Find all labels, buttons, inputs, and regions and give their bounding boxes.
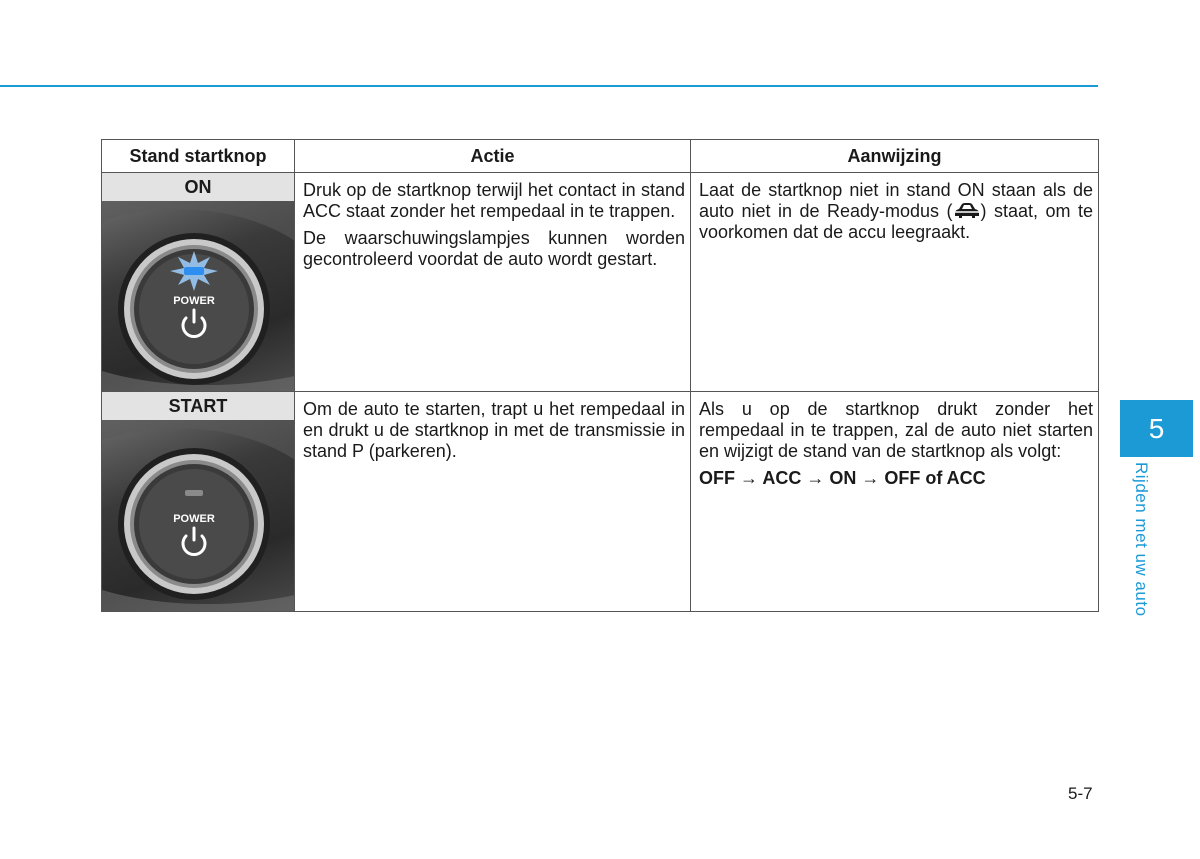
note-text-part: Laat de startknop niet in stand ON staan als de auto niet in de Ready-modus (	[699, 180, 1093, 221]
action-text: Om de auto te starten, trapt u het rempedaal in en drukt u de startknop in met de transmissie in stand P (parkeren).	[303, 399, 685, 461]
state-cell-start	[102, 392, 295, 612]
header-aanwijzing: Aanwijzing	[691, 140, 1099, 173]
action-cell	[295, 392, 691, 612]
power-label: POWER	[173, 513, 215, 525]
ready-car-icon	[953, 201, 981, 221]
state-label: ON	[102, 173, 294, 201]
note-text-part: ) staat, om te voorkomen dat de accu leegraakt.	[699, 201, 1093, 242]
note-text: Als u op de startknop drukt zonder het rempedaal in te trappen, zal de auto niet starten en wijzigt de stand van de startknop als volgt:	[699, 399, 1093, 461]
power-button-start-image	[102, 420, 294, 611]
chapter-tab: 5	[1120, 400, 1193, 457]
note-text	[699, 180, 1093, 243]
action-cell	[295, 173, 691, 392]
power-button-on-image	[102, 201, 294, 391]
indicator-off-icon	[185, 490, 203, 496]
state-sequence: OFF → ACC → ON → OFF of ACC	[699, 468, 986, 488]
note-cell	[691, 173, 1099, 392]
note-cell	[691, 392, 1099, 612]
top-rule	[0, 85, 1098, 87]
page-number: 5-7	[1068, 784, 1093, 803]
state-label: START	[102, 392, 294, 420]
table-header-row	[102, 140, 1099, 173]
power-label: POWER	[173, 295, 215, 307]
table-row	[102, 173, 1099, 392]
header-stand: Stand startknop	[102, 140, 295, 173]
state-cell-on	[102, 173, 295, 392]
header-actie: Actie	[295, 140, 691, 173]
action-text: Druk op de startknop terwijl het contact in stand ACC staat zonder het rempedaal in te trappen.	[303, 180, 685, 221]
action-text: De waarschuwingslampjes kunnen worden gecontroleerd voordat de auto wordt gestart.	[303, 228, 685, 269]
start-button-table	[101, 139, 1099, 612]
table-row	[102, 392, 1099, 612]
chapter-title: Rijden met uw auto	[1132, 462, 1151, 617]
